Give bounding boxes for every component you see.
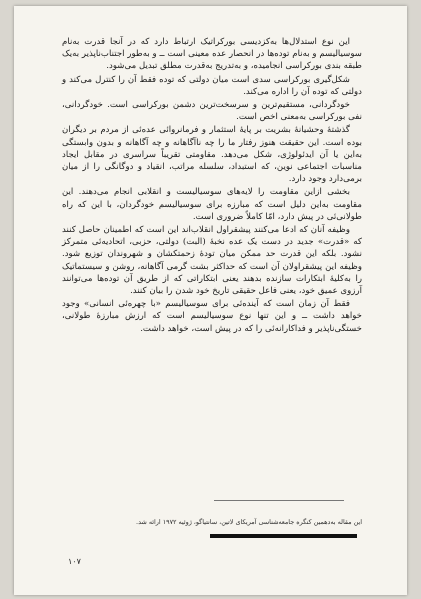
paragraph-4: گذشتهٔ وحشیانهٔ بشریت بر پایهٔ استثمار و فرمانروائی عده‌ئی از مردم بر دیگران بوده است. این حقیقت هنوز رفتار ما را چه ناآگاهانه و چه آگاهانه و بدون وابستگی به‌این یا آن ایدئولوژی، شکل می‌دهد. مقاومتی تقریباً سراسری در مقابل ایجاد مناسبات اجتماعی نوین، که استبداد، سلسله مراتب، انقیاد و دوگانگی را از میان برمی‌دارد وجود دارد. xyxy=(62,125,362,185)
paragraph-5: بخشی ازاین مقاومت را لایه‌های سوسیالیست و انقلابی انجام می‌دهند. این مقاومت به‌این دلیل است که مبارزه برای سوسیالیسم خودگردان، با این که راه طولانی‌ئی در پیش دارد، امّا کاملاً ضروری است. xyxy=(62,187,362,222)
paragraph-2: شکل‌گیری بورکراسی سدی است میان دولتی که توده فقط آن را کنترل می‌کند و دولتی که توده آن را اداره می‌کند. xyxy=(62,74,362,97)
body-text xyxy=(62,36,362,336)
paragraph-7: فقط آن زمان است که آینده‌ئی برای سوسیالیسم «با چهره‌ئی انسانی» وجود خواهد داشت ــ و این تنها نوع سوسیالیسم است که ارزش مبارزهٔ طولانی، خستگی‌ناپذیر و فداکارانه‌ئی را که در پیش است، خواهد داشت. xyxy=(62,299,362,334)
paragraph-6: وظیفه آنان که ادعا می‌کنند پیشقراول انقلاب‌اند این است که اطمینان حاصل کنند که «قدرت» جدید در دست یک عده نخبهٔ (البت) دولتی، حزبی، اتحادیه‌ئی متمرکز نشود. بلکه این قدرت حد ممکن میان تودهٔ زحمتکشان و شهروندان توزیع شود. وظیفه این پیشقراولان آن است که حداکثر بشت گرمی آگاهانه، روشن و سیستماتیک را به‌کلیهٔ ابتکارات سازنده بدهند یعنی ابتکاراتی که از طریق آن توده‌ها می‌توانند آرزوی عمیق خود، یعنی فاعل حقیقی تاریخ خود شدن را بیان کنند. xyxy=(62,225,362,297)
page-number: ۱۰۷ xyxy=(68,557,81,566)
paragraph-3: خودگردانی، مستقیم‌ترین و سرسخت‌ترین دشمن بورکراسی است. خودگردانی، نفی بورکراسی به‌معنی اخص است. xyxy=(62,100,362,123)
footnote: این مقاله به‌دهمین کنگره جامعه‌شناسی آمریکای لاتین، سانتیاگو، ژوئیه ۱۹۷۲ ارائه شد. xyxy=(136,518,362,526)
decorative-rule xyxy=(210,534,357,538)
footnote-divider xyxy=(214,500,344,501)
book-page xyxy=(14,6,407,595)
paragraph-1: این نوع استدلال‌ها به‌کزدیسی بورکراتیک ارتباط دارد که در آنجا قدرت به‌نام سوسیالیسم و به‌نام توده‌ها در انحصار عده معینی است ــ و به‌طور اجتناب‌ناپذیر به‌یک طبقه بندی بورکراسی انجامیده، و به‌تدریج به‌قدرت مطلق تبدیل می‌شود. xyxy=(62,37,362,72)
